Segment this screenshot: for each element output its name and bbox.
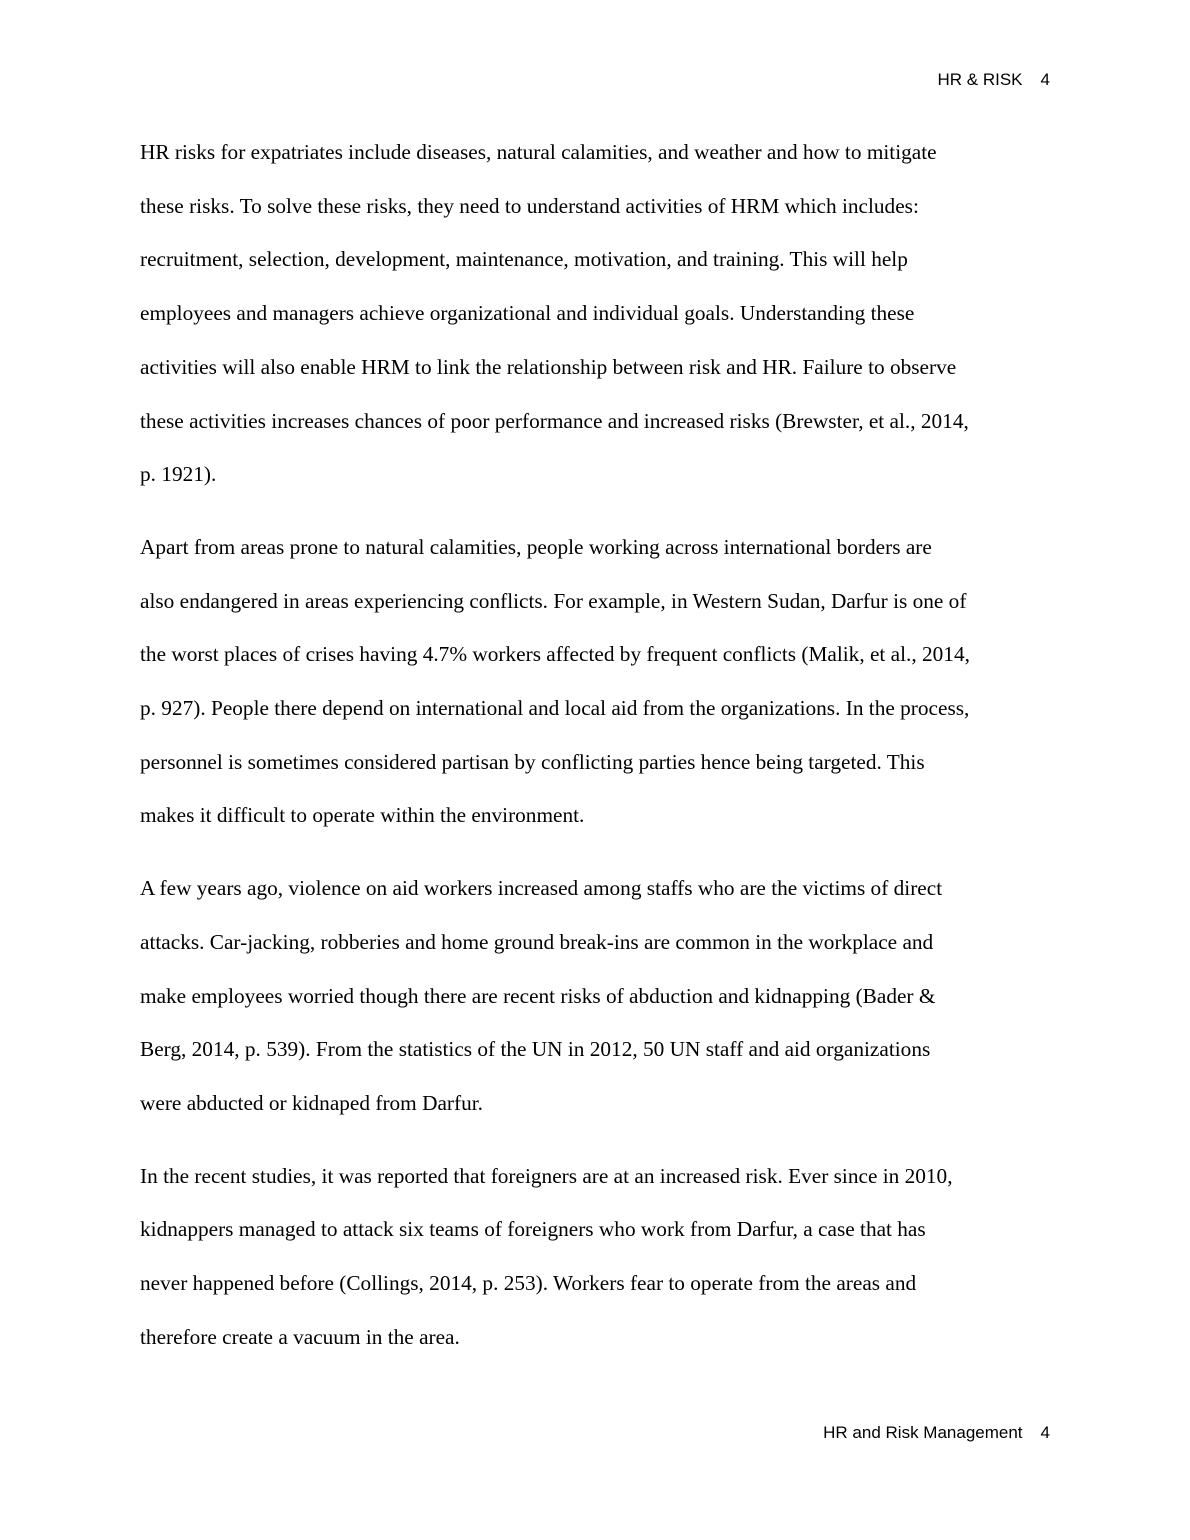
- text-line: makes it difficult to operate within the environment.: [140, 803, 585, 828]
- text-line: attacks. Car-jacking, robberies and home ground break-ins are common in the workplace and: [140, 929, 934, 954]
- text-line: p. 927). People there depend on international and local aid from the organizations. In the process,: [140, 696, 970, 721]
- text-line: these risks. To solve these risks, they need to understand activities of HRM which includes:: [140, 193, 919, 218]
- text-line: Apart from areas prone to natural calamities, people working across international borders are: [140, 534, 932, 559]
- text-line: personnel is sometimes considered partisan by conflicting parties hence being targeted. This: [140, 749, 925, 774]
- footer-title: HR and Risk Management: [823, 1423, 1023, 1442]
- text-line: A few years ago, violence on aid workers increased among staffs who are the victims of direct: [140, 876, 943, 901]
- header-title: HR & RISK: [937, 70, 1023, 89]
- paragraph-2: [140, 521, 1060, 843]
- header-page-number: 4: [1040, 70, 1050, 89]
- text-line: HR risks for expatriates include diseases, natural calamities, and weather and how to mitigate: [140, 140, 937, 164]
- body-text: [140, 126, 1060, 1383]
- paragraph-4: [140, 1150, 1060, 1365]
- text-line: In the recent studies, it was reported that foreigners are at an increased risk. Ever since in 2010,: [140, 1163, 953, 1188]
- text-line: were abducted or kidnaped from Darfur.: [140, 1090, 483, 1115]
- text-line: also endangered in areas experiencing conflicts. For example, in Western Sudan, Darfur is one of: [140, 588, 967, 613]
- text-line: kidnappers managed to attack six teams of foreigners who work from Darfur, a case that has: [140, 1217, 926, 1242]
- text-line: these activities increases chances of poor performance and increased risks (Brewster, et al., 2014,: [140, 408, 969, 433]
- text-line: activities will also enable HRM to link the relationship between risk and HR. Failure to observe: [140, 354, 957, 379]
- text-line: the worst places of crises having 4.7% workers affected by frequent conflicts (Malik, et al., 2014,: [140, 642, 970, 667]
- text-line: p. 1921).: [140, 462, 217, 487]
- paragraph-1: [140, 126, 1060, 502]
- text-line: never happened before (Collings, 2014, p. 253). Workers fear to operate from the areas and: [140, 1271, 917, 1296]
- text-line: therefore create a vacuum in the area.: [140, 1324, 460, 1349]
- text-line: recruitment, selection, development, maintenance, motivation, and training. This will help: [140, 247, 908, 272]
- text-line: make employees worried though there are recent risks of abduction and kidnapping (Bader &: [140, 983, 936, 1008]
- text-line: employees and managers achieve organizational and individual goals. Understanding these: [140, 301, 915, 326]
- text-line: Berg, 2014, p. 539). From the statistics of the UN in 2012, 50 UN staff and aid organizations: [140, 1037, 931, 1062]
- running-footer: [823, 1423, 1050, 1443]
- footer-page-number: 4: [1040, 1423, 1050, 1442]
- paragraph-3: [140, 862, 1060, 1131]
- running-header: [938, 70, 1051, 90]
